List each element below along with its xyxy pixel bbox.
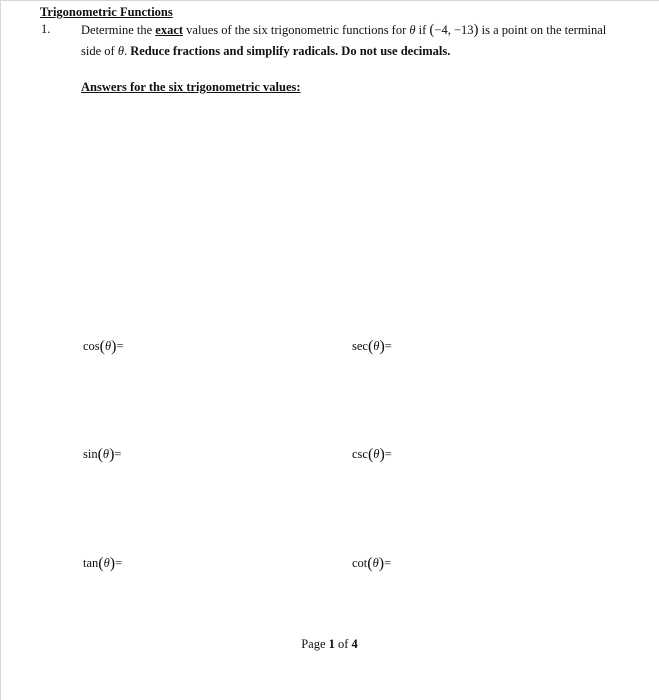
- open-paren: (: [98, 555, 104, 572]
- question-instructions: Reduce fractions and simplify radicals. Do not use decimals.: [130, 44, 451, 58]
- close-paren: ): [109, 555, 116, 572]
- sec-fn: sec: [352, 339, 368, 353]
- theta-symbol: θ: [409, 23, 416, 37]
- sin-fn: sin: [83, 447, 98, 461]
- equals-sign: =: [116, 339, 124, 353]
- close-paren: ): [111, 338, 117, 355]
- question-text-a: Determine the: [81, 23, 156, 37]
- sin-answer-label: [83, 446, 121, 464]
- point-close-paren: ): [473, 22, 479, 38]
- question-line-2: [81, 44, 450, 59]
- cot-fn: cot: [352, 556, 368, 570]
- page-edge-top: [0, 0, 659, 1]
- csc-fn: csc: [352, 447, 368, 461]
- theta-symbol: θ: [373, 447, 380, 461]
- tan-answer-label: [83, 555, 122, 573]
- equals-sign: =: [384, 447, 392, 461]
- equals-sign: =: [384, 556, 392, 570]
- cos-answer-label: [83, 338, 124, 356]
- csc-answer-label: [352, 446, 392, 464]
- footer-of-word: of: [334, 637, 352, 651]
- open-paren: (: [97, 446, 103, 463]
- open-paren: (: [367, 338, 374, 355]
- question-line-1: [81, 22, 606, 39]
- open-paren: (: [367, 555, 373, 572]
- tan-fn: tan: [83, 556, 99, 570]
- question-text-c: is a point on the terminal: [478, 23, 607, 37]
- point-coordinates: −4, −13: [434, 23, 474, 37]
- question-number: 1.: [41, 22, 51, 36]
- theta-symbol: θ: [103, 556, 110, 570]
- close-paren: ): [379, 338, 385, 355]
- cos-fn: cos: [83, 339, 100, 353]
- theta-symbol: θ: [105, 339, 112, 353]
- open-paren: (: [99, 338, 105, 355]
- theta-symbol-2: θ: [117, 44, 124, 58]
- theta-symbol: θ: [373, 339, 380, 353]
- point-open-paren: (: [429, 22, 435, 38]
- page-footer: [0, 637, 659, 652]
- equals-sign: =: [115, 556, 123, 570]
- page-edge-left: [0, 0, 1, 700]
- sec-answer-label: [352, 338, 392, 356]
- theta-symbol: θ: [102, 447, 110, 461]
- section-title: Trigonometric Functions: [40, 5, 173, 19]
- equals-sign: =: [114, 447, 122, 461]
- equals-sign: =: [384, 339, 392, 353]
- question-period: .: [123, 44, 131, 58]
- footer-page-total: 4: [351, 637, 358, 651]
- question-text-side-of: side of: [81, 44, 118, 58]
- open-paren: (: [367, 446, 374, 463]
- answers-heading: Answers for the six trigonometric values:: [81, 80, 301, 94]
- footer-page-number: 1: [328, 637, 335, 651]
- cot-answer-label: [352, 555, 391, 573]
- question-exact-word: exact: [155, 23, 184, 37]
- theta-symbol: θ: [372, 556, 379, 570]
- question-text-if: if: [415, 23, 430, 37]
- close-paren: ): [109, 446, 115, 463]
- close-paren: ): [378, 555, 385, 572]
- close-paren: ): [379, 446, 385, 463]
- footer-page-word: Page: [301, 637, 329, 651]
- question-text-b: values of the six trigonometric functions for: [183, 23, 410, 37]
